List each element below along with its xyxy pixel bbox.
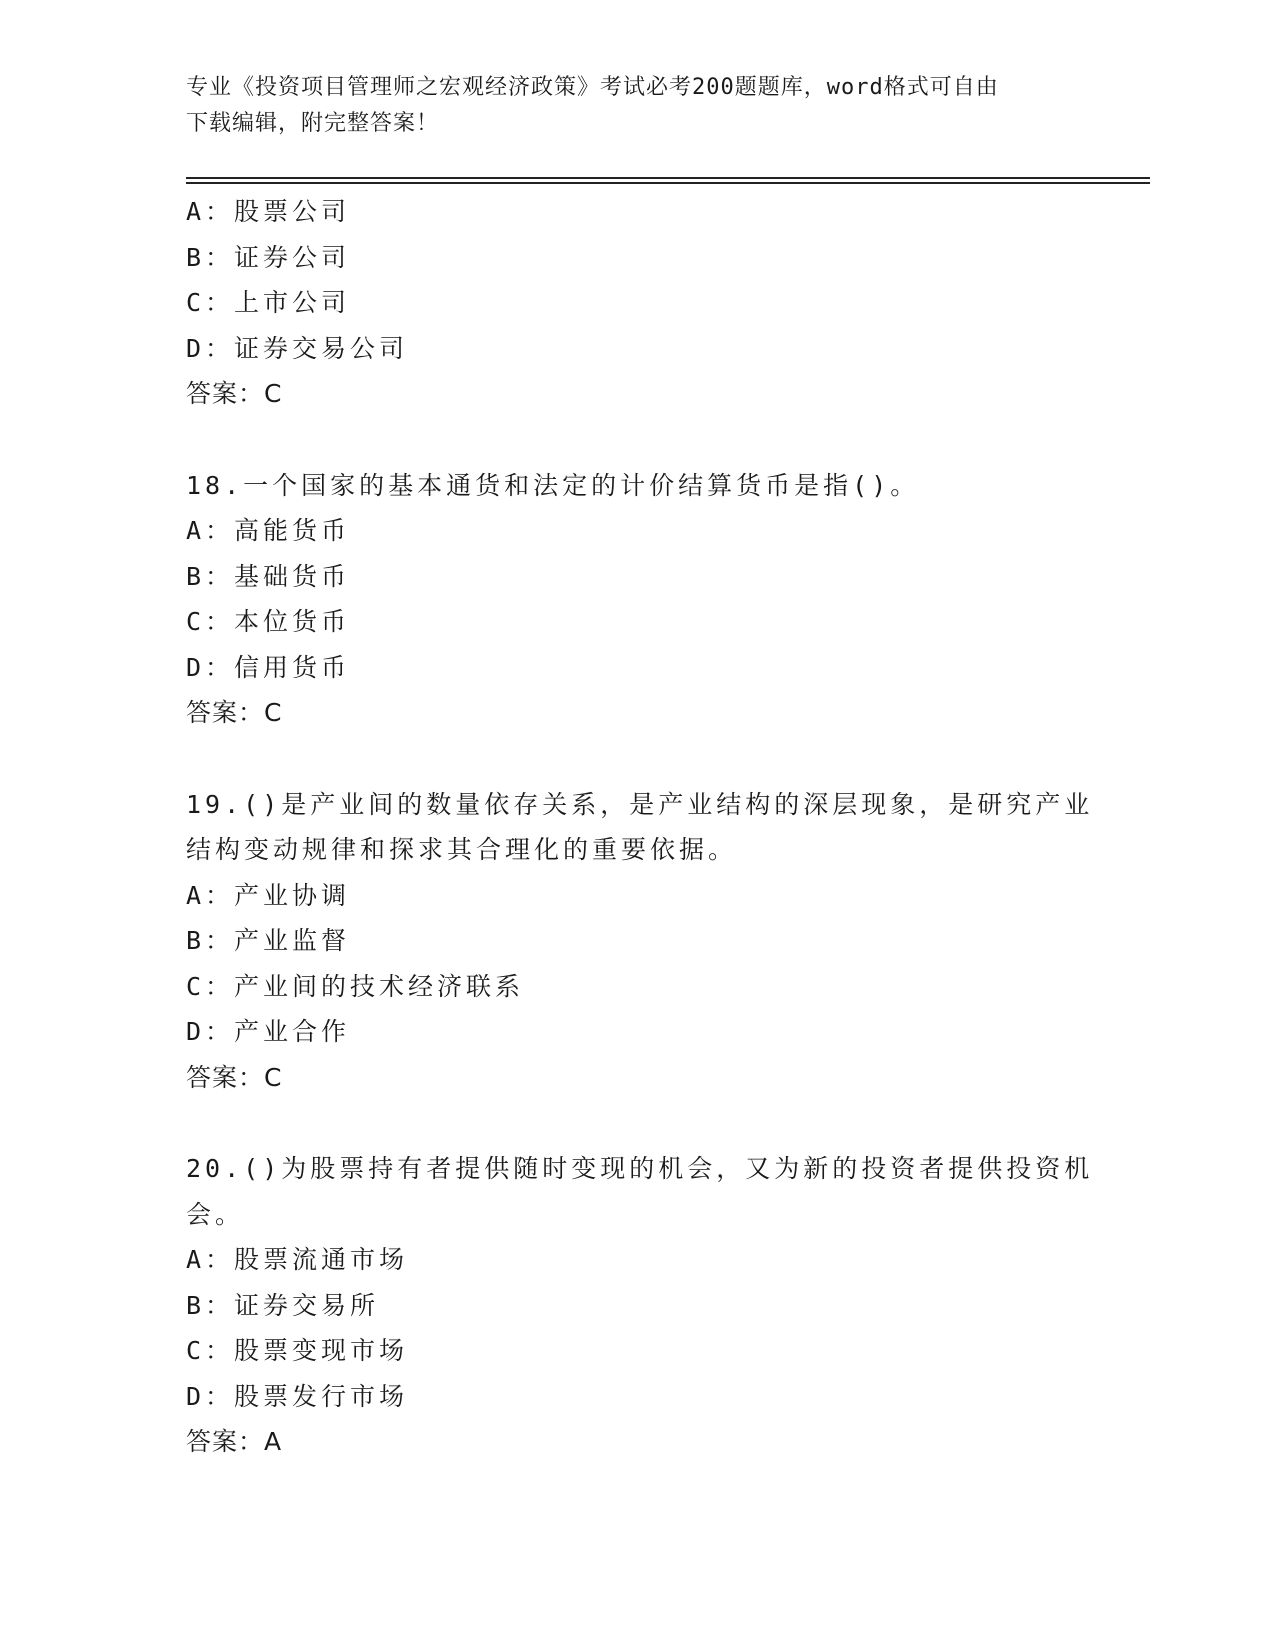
answer: 答案：C (186, 698, 283, 727)
option-c: C：产业间的技术经济联系 (186, 971, 525, 1001)
question-list (186, 189, 1094, 1465)
option-d: D：信用货币 (186, 652, 351, 682)
question-18 (186, 463, 1086, 736)
option-a: A：产业协调 (186, 880, 351, 910)
header-line-2: 下载编辑，附完整答案！ (186, 111, 440, 136)
answer: 答案：A (186, 1427, 283, 1456)
answer: 答案：C (186, 1062, 283, 1092)
option-b: B：证券公司 (186, 242, 351, 272)
option-d: D：产业合作 (186, 1017, 351, 1046)
question-stem-line-2: 结构变动规律和探求其合理化的重要依据。 (186, 835, 738, 864)
option-d: D：证券交易公司 (186, 333, 409, 363)
question-stem-line-1: 19.()是产业间的数量依存关系，是产业结构的深层现象，是研究产业 (186, 789, 1094, 819)
question-stem-line-1: 20.()为股票持有者提供随时变现的机会，又为新的投资者提供投资机 (186, 1154, 1094, 1183)
question-stem: 18.一个国家的基本通货和法定的计价结算货币是指()。 (186, 470, 920, 500)
header-rule-bottom (186, 182, 1150, 184)
option-a: A：股票公司 (186, 197, 351, 226)
option-b: B：产业监督 (186, 926, 351, 955)
question-19 (186, 782, 1094, 1101)
document-header (186, 70, 1076, 142)
question-stem-line-2: 会。 (186, 1199, 245, 1229)
option-a: A：股票流通市场 (186, 1245, 409, 1274)
header-line-1: 专业《投资项目管理师之宏观经济政策》考试必考200题题库，word格式可自由 (186, 75, 999, 100)
option-c: C：股票变现市场 (186, 1336, 409, 1365)
answer: 答案：C (186, 379, 283, 408)
question-17 (186, 189, 1086, 417)
option-b: B：证券交易所 (186, 1290, 380, 1320)
option-c: C：本位货币 (186, 607, 351, 636)
header-rule-top (186, 177, 1150, 179)
question-20 (186, 1146, 1094, 1465)
option-d: D：股票发行市场 (186, 1381, 409, 1411)
option-b: B：基础货币 (186, 561, 351, 591)
option-a: A：高能货币 (186, 516, 351, 545)
option-c: C：上市公司 (186, 288, 351, 317)
